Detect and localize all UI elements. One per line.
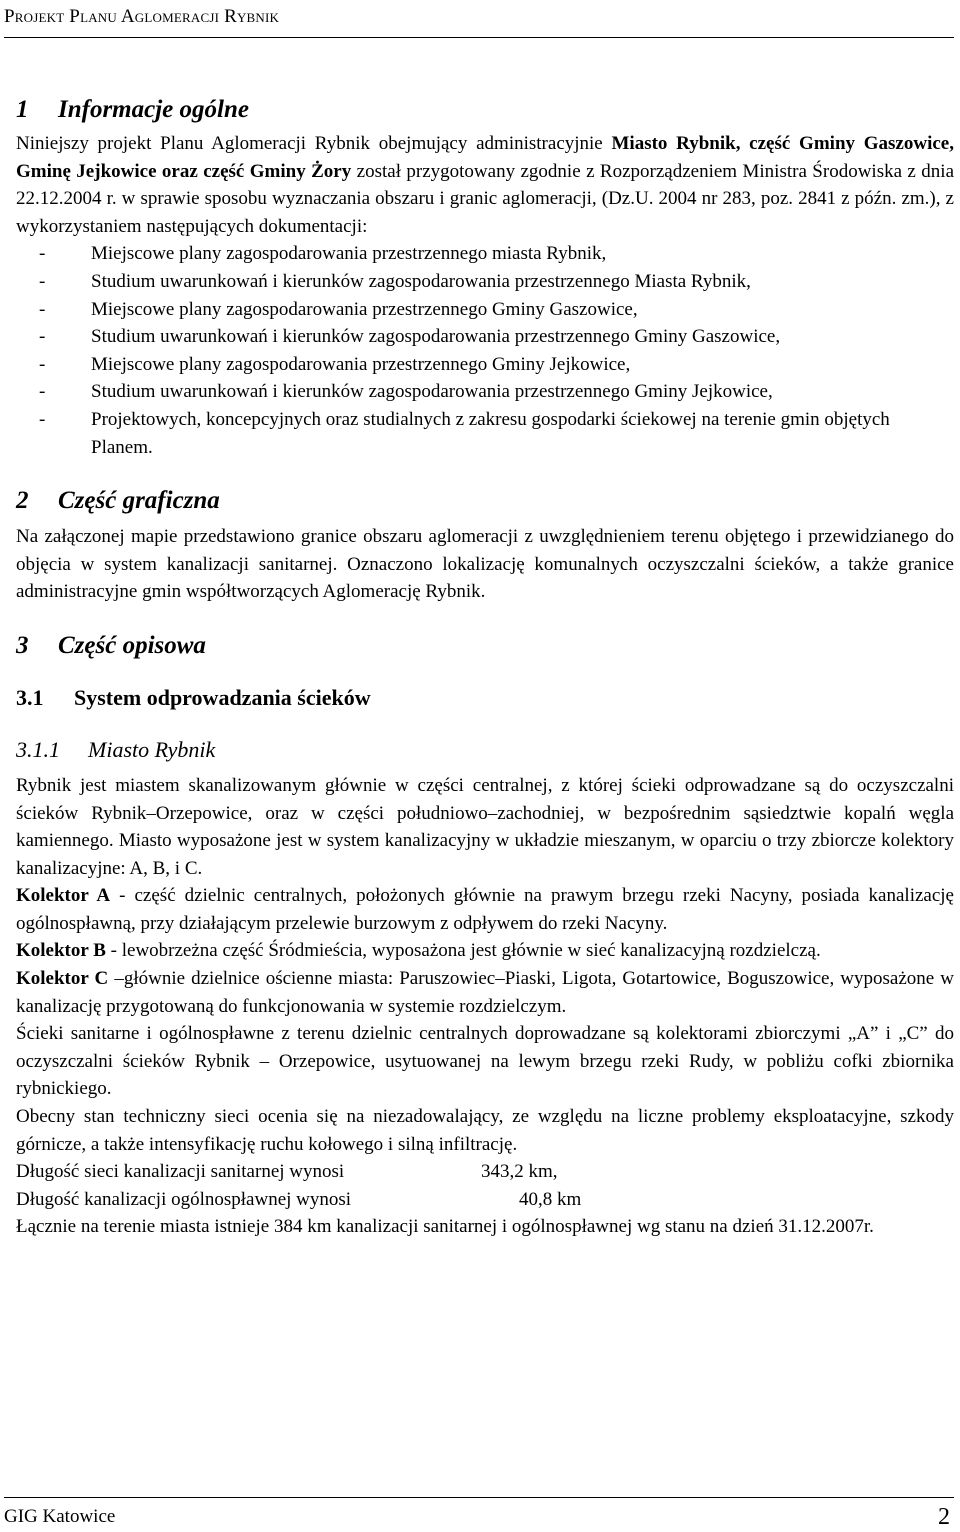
kolektor-c-paragraph: Kolektor C –głównie dzielnice ościenne miasta: Paruszowiec–Piaski, Ligota, Gotartowice, Boguszowice, wyposażone w kanalizację przygotowaną do funkcjonowania w systemie rozdzielczym.: [16, 968, 954, 1017]
section-3-heading: [16, 628, 954, 664]
list-item: - Studium uwarunkowań i kierunków zagospodarowania przestrzennego Gminy Gaszowice,: [39, 326, 781, 348]
combined-length-row: [16, 1186, 954, 1214]
rybnik-paragraph-2: Ścieki sanitarne i ogólnospławne z terenu dzielnic centralnych doprowadzane są kolektorami zbiorczymi „A” i „C” do oczyszczalni ścieków Rybnik – Orzepowice, usytuowanej na lewym brzegu rzeki Rudy, w pobliżu cofki zbiornika rybnickiego.: [16, 1023, 954, 1100]
footer-organization: GIG Katowice: [4, 1506, 116, 1527]
kolektor-a-label: Kolektor A: [16, 885, 111, 907]
sanitary-length-label: Długość sieci kanalizacji sanitarnej wynosi: [16, 1161, 345, 1183]
rybnik-paragraph-3: Obecny stan techniczny sieci ocenia się na niezadowalający, ze względu na liczne problemy eksploatacyjne, szkody górnicze, a także intensyfikację ruchu kołowego i silną infiltrację.: [16, 1106, 954, 1155]
combined-length-value: 40,8 km: [519, 1188, 582, 1210]
section-1-intro: [16, 130, 954, 240]
rybnik-paragraph-1: Rybnik jest miastem skanalizowanym głównie w części centralnej, z której ścieki odprowadzane są do oczyszczalni ścieków Rybnik–Orzepowice, oraz w części południowo–zachodniej, w bezpośrednim sąsiedztwie kopalń węgla kamiennego. Miasto wyposażone jest w system kanalizacyjny w układzie mieszanym, w oparciu o trzy zbiorcze kolektory kanalizacyjne: A, B, i C.: [16, 774, 954, 879]
kolektor-b-paragraph: Kolektor B - lewobrzeżna część Śródmieścia, wyposażona jest głównie w sieć kanalizacyjną rozdzielczą.: [16, 940, 821, 962]
list-item: - Studium uwarunkowań i kierunków zagospodarowania przestrzennego Gminy Jejkowice,: [39, 381, 773, 403]
section-2-heading: [16, 483, 954, 519]
section-2-title: Część graficzna: [58, 487, 220, 515]
section-2-number: 2: [16, 487, 29, 515]
section-1-number: 1: [16, 96, 29, 123]
section-2-text: Na załączonej mapie przedstawiono granice obszaru aglomeracji z uwzględnieniem terenu objętego i przewidzianego do objęcia w system kanalizacji sanitarnej. Oznaczono lokalizację komunalnych oczyszczalni ścieków, a także granice administracyjne gmin współtworzących Aglomerację Rybnik.: [16, 526, 954, 603]
documentation-list: [16, 240, 954, 461]
sanitary-length-value: 343,2 km,: [481, 1161, 558, 1183]
kolektor-a-paragraph: Kolektor A - część dzielnic centralnych, położonych głównie na prawym brzegu rzeki Nacyny, posiada kanalizację ogólnospławną, przy działającym przelewie burzowym z odpływem do rzeki Nacyny.: [16, 885, 954, 934]
list-item: - Studium uwarunkowań i kierunków zagospodarowania przestrzennego Miasta Rybnik,: [39, 270, 751, 292]
subsection-3-1-1-title: Miasto Rybnik: [88, 736, 216, 762]
combined-length-label: Długość kanalizacji ogólnospławnej wynosi: [16, 1188, 352, 1210]
intro-text-bold: Miasto Rybnik, część Gminy Gaszowice, Gminę Jejkowice oraz część Gminy Żory: [16, 133, 954, 182]
list-item: - Miejscowe plany zagospodarowania przestrzennego Gminy Gaszowice,: [39, 298, 638, 320]
page-number: 2: [938, 1504, 950, 1530]
subsection-3-1-title: System odprowadzania ścieków: [74, 684, 371, 710]
section-3-title: Część opisowa: [58, 631, 206, 659]
document-body: [16, 92, 954, 1241]
section-3-number: 3: [16, 631, 29, 659]
page-header: [4, 0, 954, 38]
kolektor-c-label: Kolektor C: [16, 968, 109, 990]
section-1-heading: [16, 92, 954, 128]
subsection-3-1-1-number: 3.1.1: [16, 736, 60, 762]
kolektor-b-label: Kolektor B: [16, 940, 106, 962]
rybnik-paragraph-4: Łącznie na terenie miasta istnieje 384 km kanalizacji sanitarnej i ogólnospławnej wg stanu na dzień 31.12.2007r.: [16, 1216, 874, 1238]
sanitary-length-row: [16, 1158, 954, 1186]
list-item: - Projektowych, koncepcyjnych oraz studialnych z zakresu gospodarki ściekowej na terenie gmin objętych Planem.: [39, 408, 890, 458]
intro-text-b: został przygotowany zgodnie z Rozporządzeniem Ministra Środowiska z dnia 22.12.2004 r. w sprawie sposobu wyznaczania obszaru i granic aglomeracji, (Dz.U. 2004 nr 283, poz. 2841 z późn. zm.), z wykorzystaniem następujących dokumentacji:: [16, 160, 954, 237]
subsection-3-1-number: 3.1: [16, 684, 44, 710]
list-item: - Miejscowe plany zagospodarowania przestrzennego Gminy Jejkowice,: [39, 353, 631, 375]
list-item: - Miejscowe plany zagospodarowania przestrzennego miasta Rybnik,: [39, 243, 607, 265]
subsection-3-1-heading: [16, 682, 954, 714]
section-1-title: Informacje ogólne: [58, 96, 249, 123]
intro-text-a: Niniejszy projekt Planu Aglomeracji Rybnik obejmujący administracyjnie: [16, 133, 612, 154]
subsection-3-1-1-heading: [16, 734, 954, 766]
page-footer: [4, 1497, 954, 1532]
header-title: Projekt Planu Aglomeracji Rybnik: [4, 6, 280, 27]
